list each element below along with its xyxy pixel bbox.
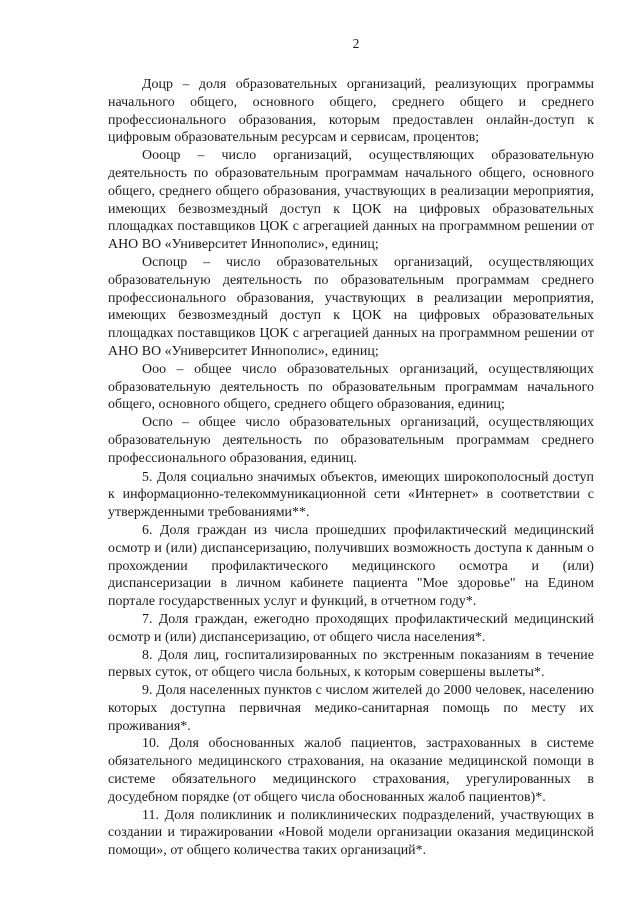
paragraph-item-6: 6. Доля граждан из числа прошедших профилактический медицинский осмотр и (или) диспансеризацию, получивших возможность доступа к данным о прохождении профилактического медицинского осмотра и (или) диспансеризации в личном кабинете пациента "Мое здоровье" на Едином портале государственных услуг и функций, в отчетном году*. [108,522,594,610]
paragraph-item-5: 5. Доля социально значимых объектов, имеющих широкополосный доступ к информационно-телекоммуникационной сети «Интернет» в соответствии с утвержденными требованиями**. [108,469,594,521]
paragraph-item-11: 11. Доля поликлиник и поликлинических подразделений, участвующих в создании и тиражировании «Новой модели организации оказания медицинской помощи», от общего количества таких организаций*. [108,807,594,859]
paragraph-item-8: 8. Доля лиц, госпитализированных по экстренным показаниям в течение первых суток, от общего числа больных, к которым совершены вылеты*. [108,647,594,681]
paragraph-item-7: 7. Доля граждан, ежегодно проходящих профилактический медицинский осмотр и (или) диспансеризацию, от общего числа населения*. [108,611,594,645]
paragraph-item-9: 9. Доля населенных пунктов с числом жителей до 2000 человек, населению которых доступна первичная медико-санитарная помощь по месту их проживания*. [108,683,594,734]
paragraph-dotsr-definition: Доцр – доля образовательных организаций, реализующих программы начального общего, основного общего, среднего общего и среднего профессионального образования, которым предоставлен онлайн-доступ к цифровым образовательным ресурсам и сервисам, процентов; [108,77,594,146]
paragraph-ospocr-definition: Оспоцр – число образовательных организаций, осуществляющих образовательную деятельность по образовательным программам среднего профессионального образования, участвующих в реализации мероприятия, имеющих безвозмездный доступ к ЦОК на цифровых образовательных площадках поставщиков ЦОК с агрегацией данных на программном решении от АНО ВО «Университет Иннополис», единиц; [108,254,594,359]
paragraph-ooocr-definition: Оооцр – число организаций, осуществляющих образовательную деятельность по образовательным программам начального общего, основного общего, среднего общего образования, участвующих в реализации мероприятия, имеющих безвозмездный доступ к ЦОК на цифровых образовательных площадках поставщиков ЦОК с агрегацией данных на программном решении от АНО ВО «Университет Иннополис», единиц; [108,148,594,253]
paragraph-ospo-definition: Оспо – общее число образовательных организаций, осуществляющих образовательную деятельность по образовательным программам среднего профессионального образования, единиц. [108,415,594,466]
page-number: 2 [352,36,360,51]
paragraph-ooo-definition: Ооо – общее число образовательных организаций, осуществляющих образовательную деятельность по образовательным программам начального общего, основного общего, среднего общего образования, единиц; [108,361,594,413]
paragraph-item-10: 10. Доля обоснованных жалоб пациентов, застрахованных в системе обязательного медицинского страхования, на оказание медицинской помощи в системе обязательного медицинского страхования, урегулированных в досудебном порядке (от общего числа обоснованных жалоб пациентов)*. [108,736,594,805]
